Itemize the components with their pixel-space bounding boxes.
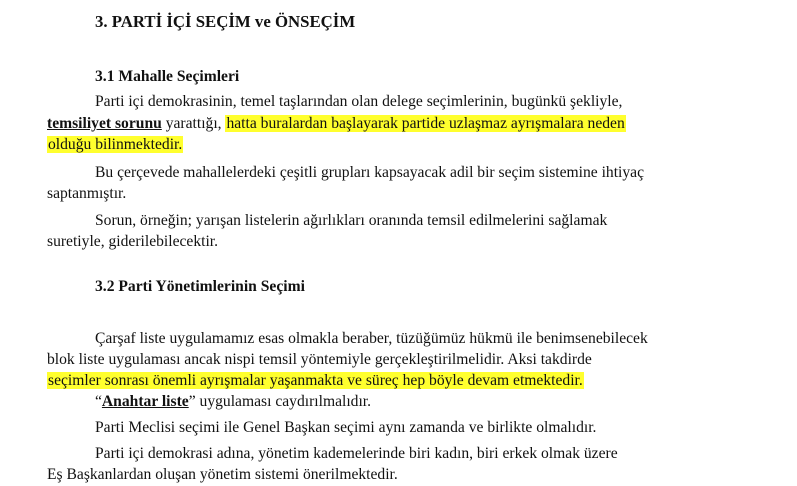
- bold-underlined-term: Anahtar liste: [101, 393, 189, 410]
- paragraph-3-2-1-line-3: [47, 370, 747, 391]
- open-quote: “: [95, 393, 102, 410]
- subsection-title-3-1: 3.1 Mahalle Seçimleri: [95, 68, 240, 85]
- paragraph-3-2-1-line-1: Çarşaf liste uygulamamız esas olmakla beraber, tüzüğümüz hükmü ile benimsenebilecek: [95, 330, 648, 347]
- paragraph-3-2-4-line-1: Parti içi demokrasi adına, yönetim kademelerinde biri kadın, biri erkek olmak üzere: [95, 445, 618, 462]
- highlighted-text: seçimler sonrası önemli ayrışmalar yaşanmakta ve süreç hep böyle devam etmektedir.: [48, 372, 583, 389]
- paragraph-3-1-2-line-2: saptanmıştır.: [47, 185, 127, 202]
- text-run: ” uygulaması caydırılmalıdır.: [188, 393, 372, 410]
- highlighted-text: hatta buralardan başlayarak partide uzlaşmaz ayrışmalara neden: [226, 115, 625, 132]
- paragraph-3-1-1-line-2: [47, 113, 747, 134]
- subsection-title-3-2: 3.2 Parti Yönetimlerinin Seçimi: [95, 278, 305, 295]
- bold-underlined-term: temsiliyet sorunu: [47, 115, 162, 132]
- paragraph-3-1-1-line-3: [47, 134, 747, 155]
- paragraph-3-1-2-line-1: Bu çerçevede mahallelerdeki çeşitli grupları kapsayacak adil bir seçim sistemine ihtiyaç: [95, 164, 645, 181]
- paragraph-3-2-4-line-2: Eş Başkanlardan oluşan yönetim sistemi önerilmektedir.: [47, 466, 398, 483]
- section-title: 3. PARTİ İÇİ SEÇİM ve ÖNSEÇİM: [95, 12, 356, 31]
- paragraph-3-2-1-line-2: blok liste uygulaması ancak nispi temsil yöntemiyle gerçekleştirilmelidir. Aksi takdirde: [47, 351, 592, 368]
- paragraph-3-1-1-line-1: Parti içi demokrasinin, temel taşlarından olan delege seçimlerinin, bugünkü şekliyle,: [95, 93, 623, 110]
- paragraph-3-1-3-line-1: Sorun, örneğin; yarışan listelerin ağırlıkları oranında temsil edilmelerini sağlamak: [95, 212, 608, 229]
- highlighted-text: olduğu bilinmektedir.: [48, 136, 183, 153]
- paragraph-3-2-3: Parti Meclisi seçimi ile Genel Başkan seçimi aynı zamanda ve birlikte olmalıdır.: [95, 419, 597, 436]
- text-run: yarattığı,: [161, 115, 226, 132]
- paragraph-3-2-2: [95, 391, 747, 412]
- paragraph-3-1-3-line-2: suretiyle, giderilebilecektir.: [47, 233, 219, 250]
